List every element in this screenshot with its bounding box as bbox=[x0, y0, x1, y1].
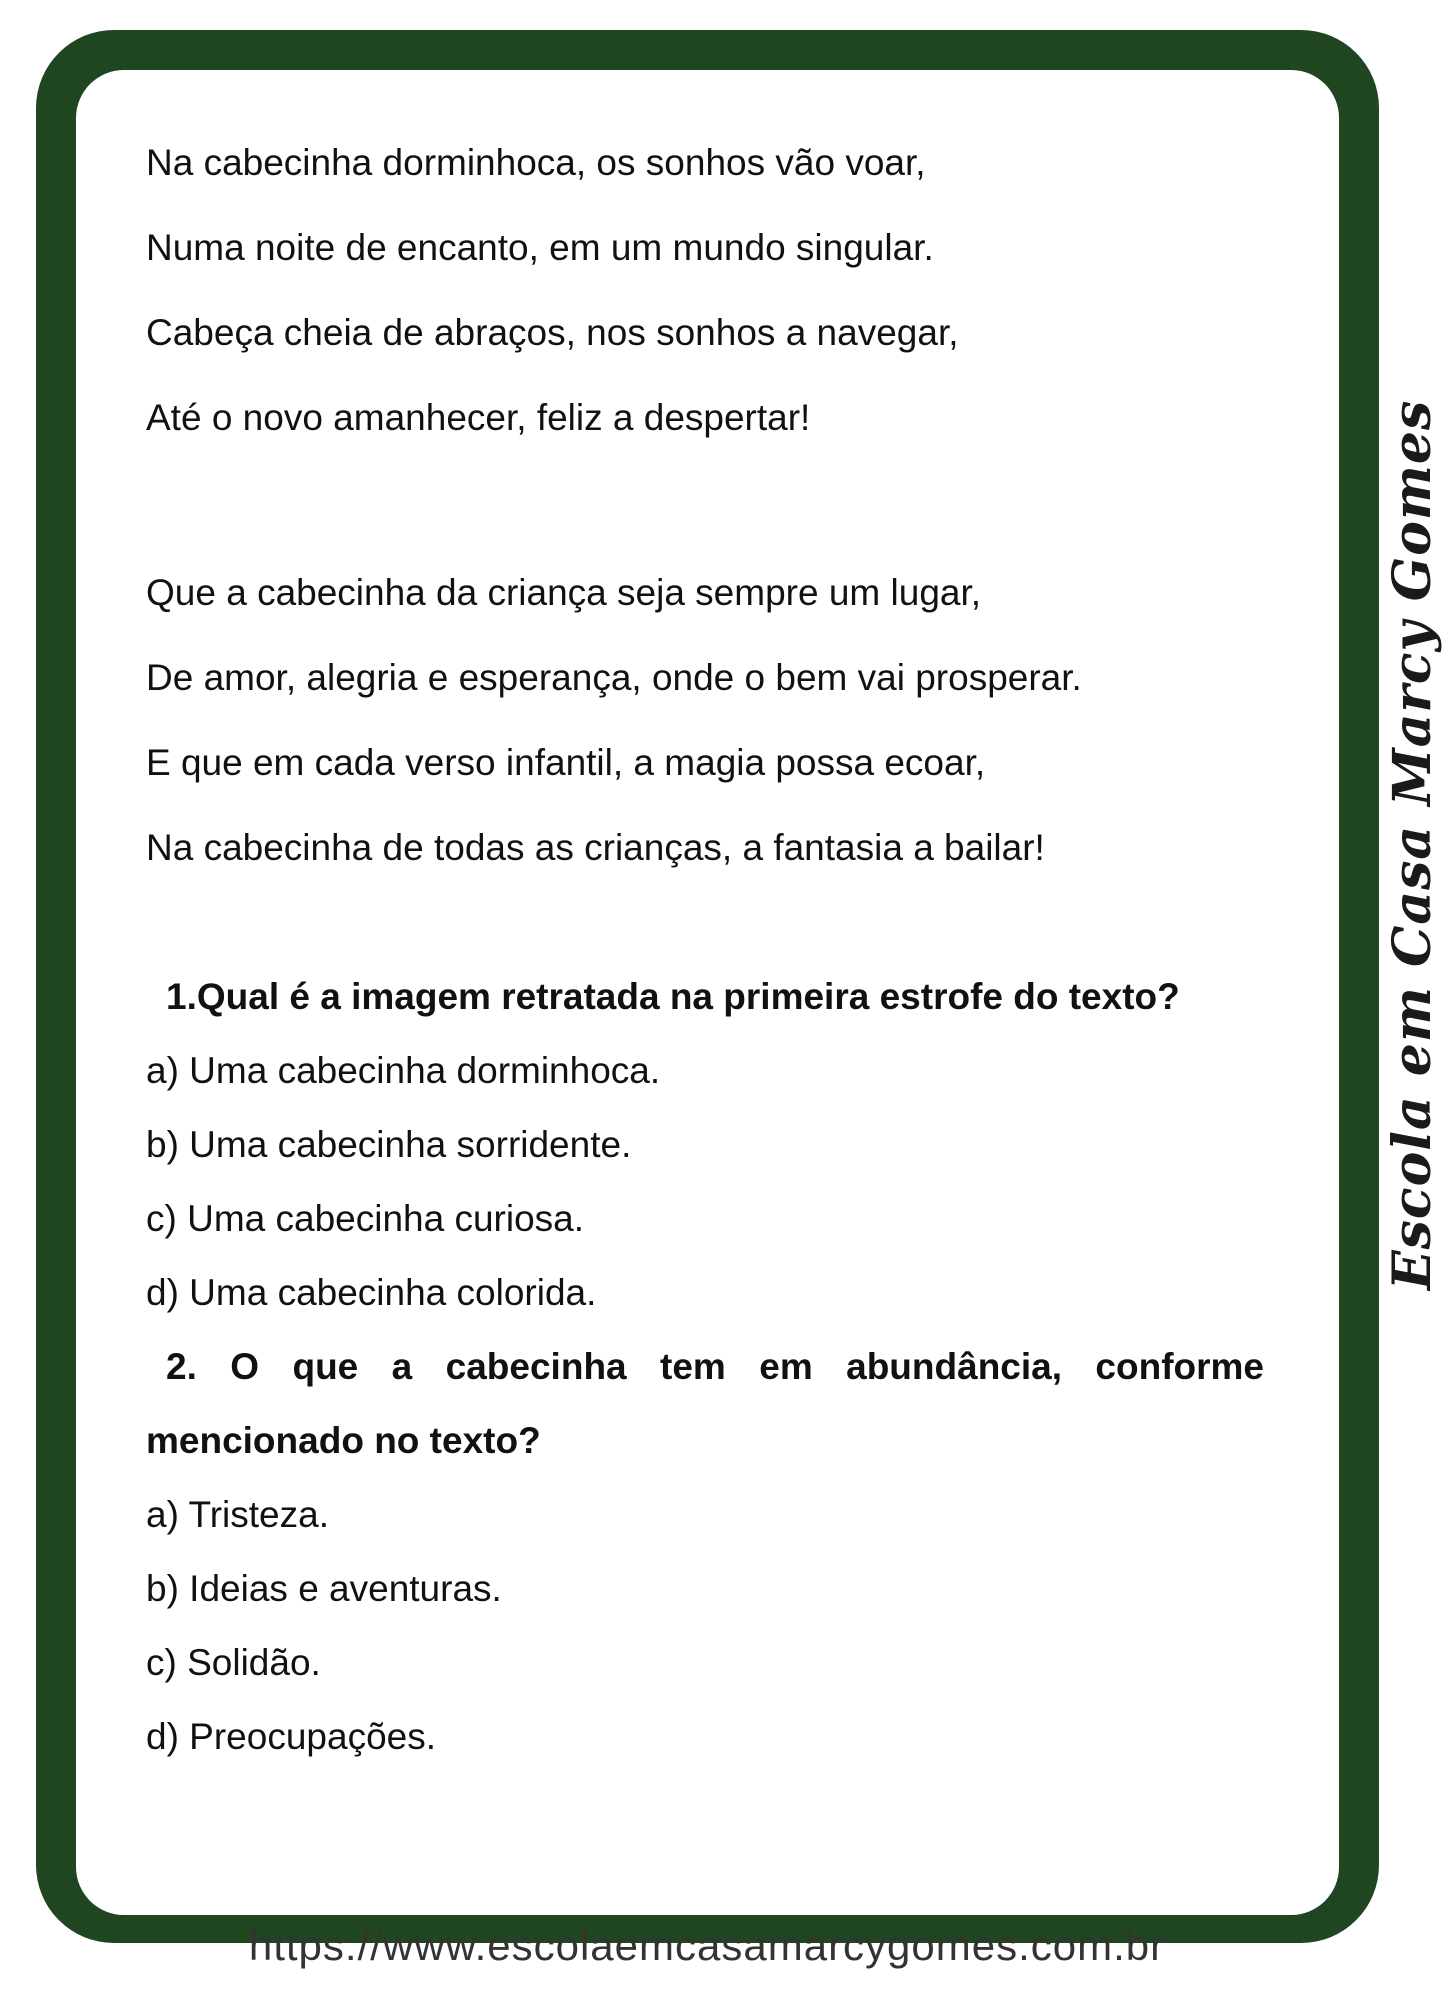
poem-line: Numa noite de encanto, em um mundo singular. bbox=[146, 227, 934, 268]
question-1: 1.Qual é a imagem retratada na primeira estrofe do texto? bbox=[166, 976, 1180, 1017]
answer-option: a) Tristeza. bbox=[146, 1494, 329, 1535]
poem-line: E que em cada verso infantil, a magia possa ecoar, bbox=[146, 742, 986, 783]
answer-option: d) Preocupações. bbox=[146, 1716, 437, 1757]
poem-line: De amor, alegria e esperança, onde o bem vai prosperar. bbox=[146, 657, 1082, 698]
poem-line: Que a cabecinha da criança seja sempre um lugar, bbox=[146, 572, 982, 613]
poem-line: Até o novo amanhecer, feliz a despertar! bbox=[146, 397, 811, 438]
poem-line: Na cabecinha dorminhoca, os sonhos vão voar, bbox=[146, 142, 926, 183]
answer-option: a) Uma cabecinha dorminhoca. bbox=[146, 1050, 661, 1091]
answer-option: b) Ideias e aventuras. bbox=[146, 1568, 502, 1609]
question-2: 2. O que a cabecinha tem em abundância, conforme mencionado no texto? bbox=[146, 1346, 1264, 1461]
question-2-options bbox=[146, 1478, 1264, 1774]
poem-stanza-2 bbox=[146, 558, 1264, 898]
answer-option: c) Solidão. bbox=[146, 1642, 321, 1683]
answer-option: c) Uma cabecinha curiosa. bbox=[146, 1198, 585, 1239]
footer-url: https://www.escolaemcasamarcygomes.com.br bbox=[248, 1922, 1166, 1969]
answer-option: b) Uma cabecinha sorridente. bbox=[146, 1124, 632, 1165]
question-1-options bbox=[146, 1034, 1264, 1330]
worksheet-content bbox=[146, 128, 1264, 1774]
brand-vertical-title: Escola em Casa Marcy Gomes bbox=[1382, 399, 1443, 1290]
poem-line: Cabeça cheia de abraços, nos sonhos a navegar, bbox=[146, 312, 959, 353]
answer-option: d) Uma cabecinha colorida. bbox=[146, 1272, 597, 1313]
poem-line: Na cabecinha de todas as crianças, a fantasia a bailar! bbox=[146, 827, 1045, 868]
poem-stanza-1 bbox=[146, 128, 1264, 468]
